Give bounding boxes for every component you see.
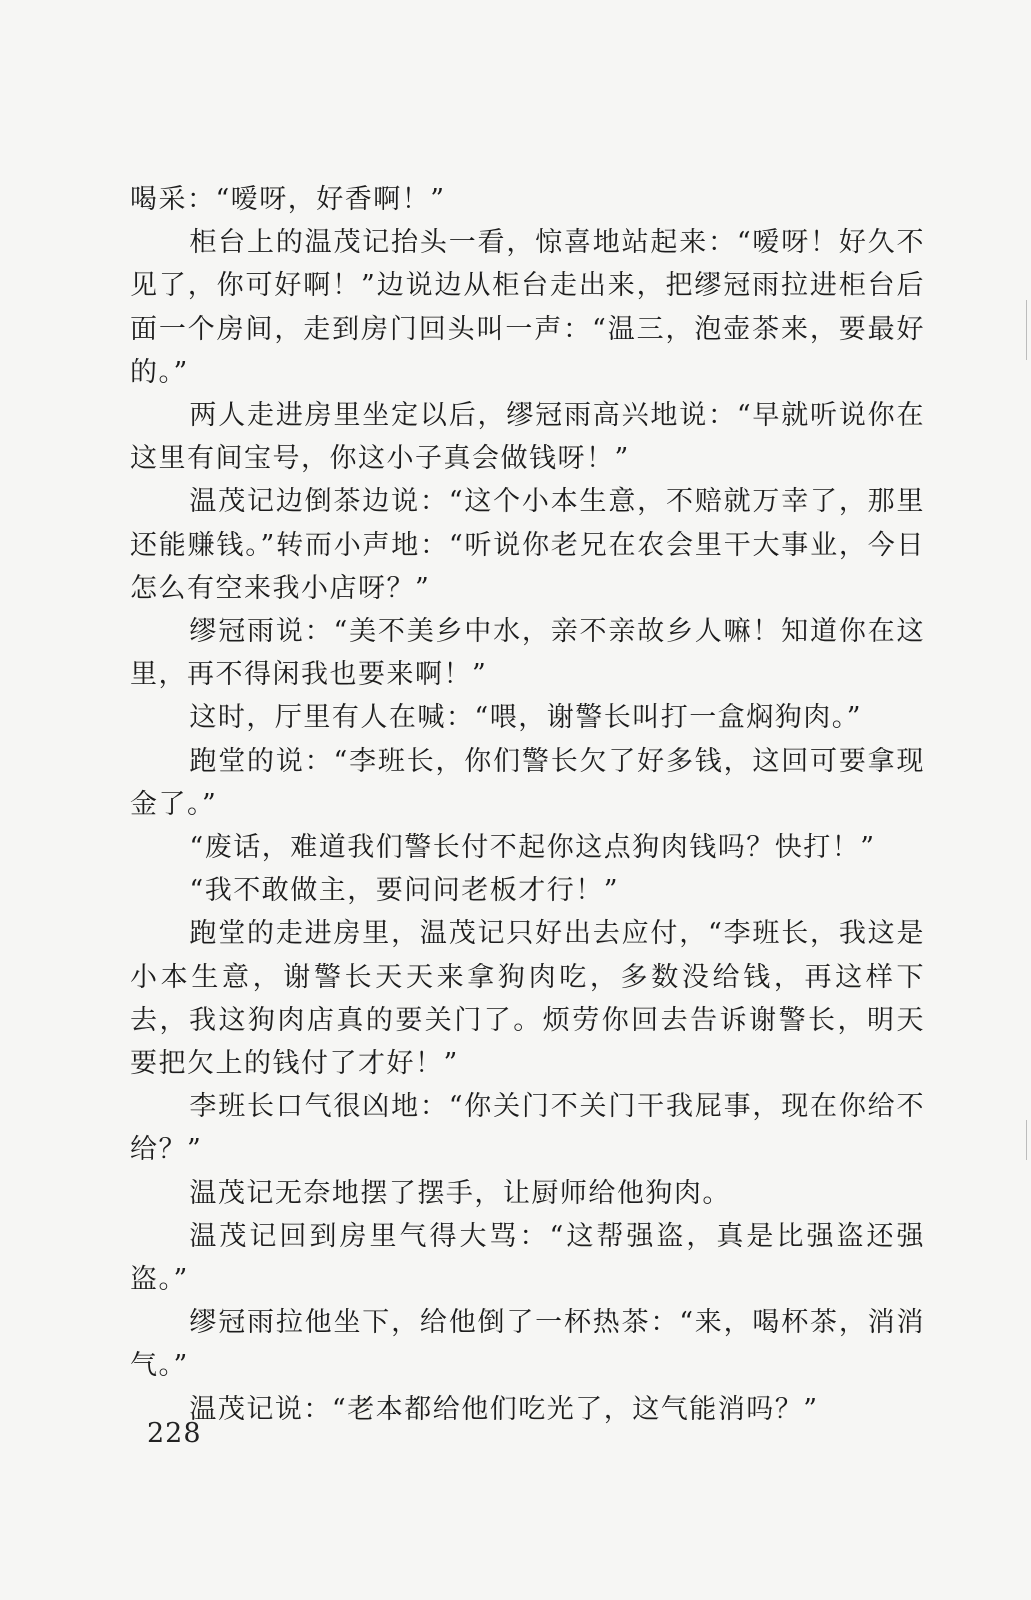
paragraph: 李班长口气很凶地：“你关门不关门干我屁事，现在你给不给？” [130,1091,925,1166]
paragraph: 两人走进房里坐定以后，缪冠雨高兴地说：“早就听说你在这里有间宝号，你这小子真会做钱呀！” [130,400,925,475]
paragraph: 温茂记回到房里气得大骂：“这帮强盗，真是比强盗还强盗。” [130,1220,925,1296]
body-text [130,178,925,1431]
paragraph: 跑堂的走进房里，温茂记只好出去应付，“李班长，我这是小本生意，谢警长天天来拿狗肉吃，多数没给钱，再这样下去，我这狗肉店真的要关门了。烦劳你回去告诉谢警长，明天要把欠上的钱付了才好！” [130,918,925,1080]
paragraph: 跑堂的说：“李班长，你们警长欠了好多钱，这回可要拿现金了。” [130,745,925,820]
paragraph: “废话，难道我们警长付不起你这点狗肉钱吗？快打！” [189,832,876,864]
paragraph: 缪冠雨说：“美不美乡中水，亲不亲故乡人嘛！知道你在这里，再不得闲我也要来啊！” [130,616,925,691]
paragraph: 温茂记无奈地摆了摆手，让厨师给他狗肉。 [189,1177,731,1209]
paragraph: 喝采：“嗳呀，好香啊！” [130,184,446,215]
scan-edge-mark [1026,1120,1027,1160]
paragraph: 缪冠雨拉他坐下，给他倒了一杯热茶：“来，喝杯茶，消消气。” [130,1307,925,1382]
paragraph: 这时，厅里有人在喊：“喂，谢警长叫打一盒焖狗肉。” [189,702,862,734]
paragraph: 温茂记说：“老本都给他们吃光了，这气能消吗？” [189,1393,819,1425]
paragraph: “我不敢做主，要问问老板才行！” [189,875,619,907]
scan-edge-mark [1026,300,1027,360]
paragraph: 温茂记边倒茶边说：“这个小本生意，不赔就万幸了，那里还能赚钱。”转而小声地：“听说你老兄在农会里干大事业，今日怎么有空来我小店呀？” [130,486,925,604]
paragraph: 柜台上的温茂记抬头一看，惊喜地站起来：“嗳呀！好久不见了，你可好啊！”边说边从柜台走出来，把缪冠雨拉进柜台后面一个房间，走到房门回头叫一声：“温三，泡壶茶来，要最好的。” [130,227,925,388]
page-number: 228 [147,1418,202,1449]
